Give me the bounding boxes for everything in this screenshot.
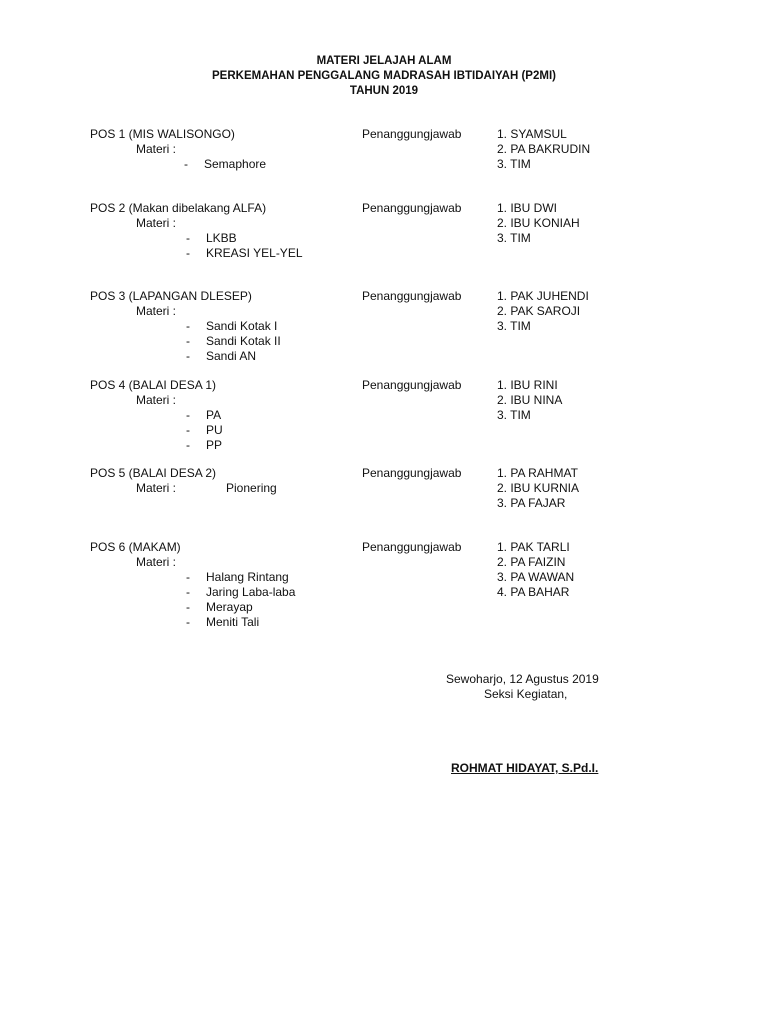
pos-6-pj-label: Penanggungjawab — [362, 540, 462, 554]
materi-item: - Halang Rintang — [186, 570, 289, 584]
pos-1-materi-list — [184, 157, 266, 172]
materi-item: - PA — [186, 408, 222, 422]
pos-5-pj-list — [497, 466, 579, 511]
pos-2-pj-list — [497, 201, 580, 246]
document-header — [0, 54, 768, 99]
materi-item: - PP — [186, 438, 223, 452]
pos-5-materi-label: Materi : — [136, 481, 177, 495]
signature-block — [446, 672, 616, 702]
pj-item: 3. PA WAWAN — [497, 570, 575, 584]
pj-item: 2. IBU NINA — [497, 393, 563, 407]
pos-1-pj-list — [497, 127, 590, 172]
pj-item: 3. TIM — [497, 157, 531, 171]
pj-item: 1. PA RAHMAT — [497, 466, 578, 480]
pos-5-materi-inline: Pionering — [226, 481, 277, 495]
pj-item: 2. PA BAKRUDIN — [497, 142, 591, 156]
pos-4-materi-list — [186, 408, 223, 453]
pj-item: 3. TIM — [497, 408, 531, 422]
pos-3-pj-list — [497, 289, 589, 334]
pos-2-materi-label: Materi : — [136, 216, 177, 230]
pos-1-materi-label: Materi : — [136, 142, 177, 156]
pj-item: 1. IBU DWI — [497, 201, 558, 215]
pos-5-title: POS 5 (BALAI DESA 2) — [90, 466, 217, 480]
pj-item: 3. PA FAJAR — [497, 496, 566, 510]
header-year: TAHUN 2019 — [349, 85, 419, 97]
pos-6-pj-list — [497, 540, 574, 600]
materi-item: - PU — [186, 423, 223, 437]
pos-2-title: POS 2 (Makan dibelakang ALFA) — [90, 201, 267, 215]
materi-item: - Sandi Kotak II — [186, 334, 281, 348]
header-title: MATERI JELAJAH ALAM — [316, 55, 452, 67]
pos-3-materi-list — [186, 319, 281, 364]
materi-item: - Sandi Kotak I — [186, 319, 278, 333]
materi-item: - LKBB — [186, 231, 237, 245]
pos-6-materi-label: Materi : — [136, 555, 177, 569]
materi-item: - KREASI YEL-YEL — [186, 246, 303, 260]
pos-3-pj-label: Penanggungjawab — [362, 289, 462, 303]
pj-item: 1. PAK TARLI — [497, 540, 570, 554]
pj-item: 1. IBU RINI — [497, 378, 558, 392]
pos-4-materi-label: Materi : — [136, 393, 177, 407]
pos-3-materi-label: Materi : — [136, 304, 177, 318]
pos-4-pj-label: Penanggungjawab — [362, 378, 462, 392]
pj-item: 3. TIM — [497, 231, 531, 245]
pos-2-pj-label: Penanggungjawab — [362, 201, 462, 215]
pos-4-title: POS 4 (BALAI DESA 1) — [90, 378, 217, 392]
header-subtitle: PERKEMAHAN PENGGALANG MADRASAH IBTIDAIYAH (P2MI) — [212, 70, 556, 82]
materi-item: - Jaring Laba-laba — [186, 585, 296, 599]
pj-item: 2. PA FAIZIN — [497, 555, 566, 569]
materi-item: - Sandi AN — [186, 349, 257, 363]
materi-item: - Meniti Tali — [186, 615, 260, 629]
pj-item: 3. TIM — [497, 319, 531, 333]
place-date: Sewoharjo, 12 Agustus 2019 — [446, 672, 599, 686]
pj-item: 2. PAK SAROJI — [497, 304, 581, 318]
pos-4-pj-list — [497, 378, 562, 423]
pos-6-materi-list — [186, 570, 295, 630]
pj-item: 1. SYAMSUL — [497, 127, 567, 141]
signer-role: Seksi Kegiatan, — [484, 687, 568, 701]
materi-item: - Merayap — [186, 600, 253, 614]
pj-item: 1. PAK JUHENDI — [497, 289, 589, 303]
pj-item: 2. IBU KURNIA — [497, 481, 580, 495]
pos-1-title: POS 1 (MIS WALISONGO) — [90, 127, 235, 141]
pj-item: 4. PA BAHAR — [497, 585, 570, 599]
pos-3-title: POS 3 (LAPANGAN DLESEP) — [90, 289, 252, 303]
pos-2-materi-list — [186, 231, 303, 261]
pos-6-title: POS 6 (MAKAM) — [90, 540, 181, 554]
pos-5-pj-label: Penanggungjawab — [362, 466, 462, 480]
pj-item: 2. IBU KONIAH — [497, 216, 580, 230]
materi-item: - Semaphore — [184, 157, 267, 171]
signer-name: ROHMAT HIDAYAT, S.Pd.I. — [451, 761, 599, 775]
pos-1-pj-label: Penanggungjawab — [362, 127, 462, 141]
